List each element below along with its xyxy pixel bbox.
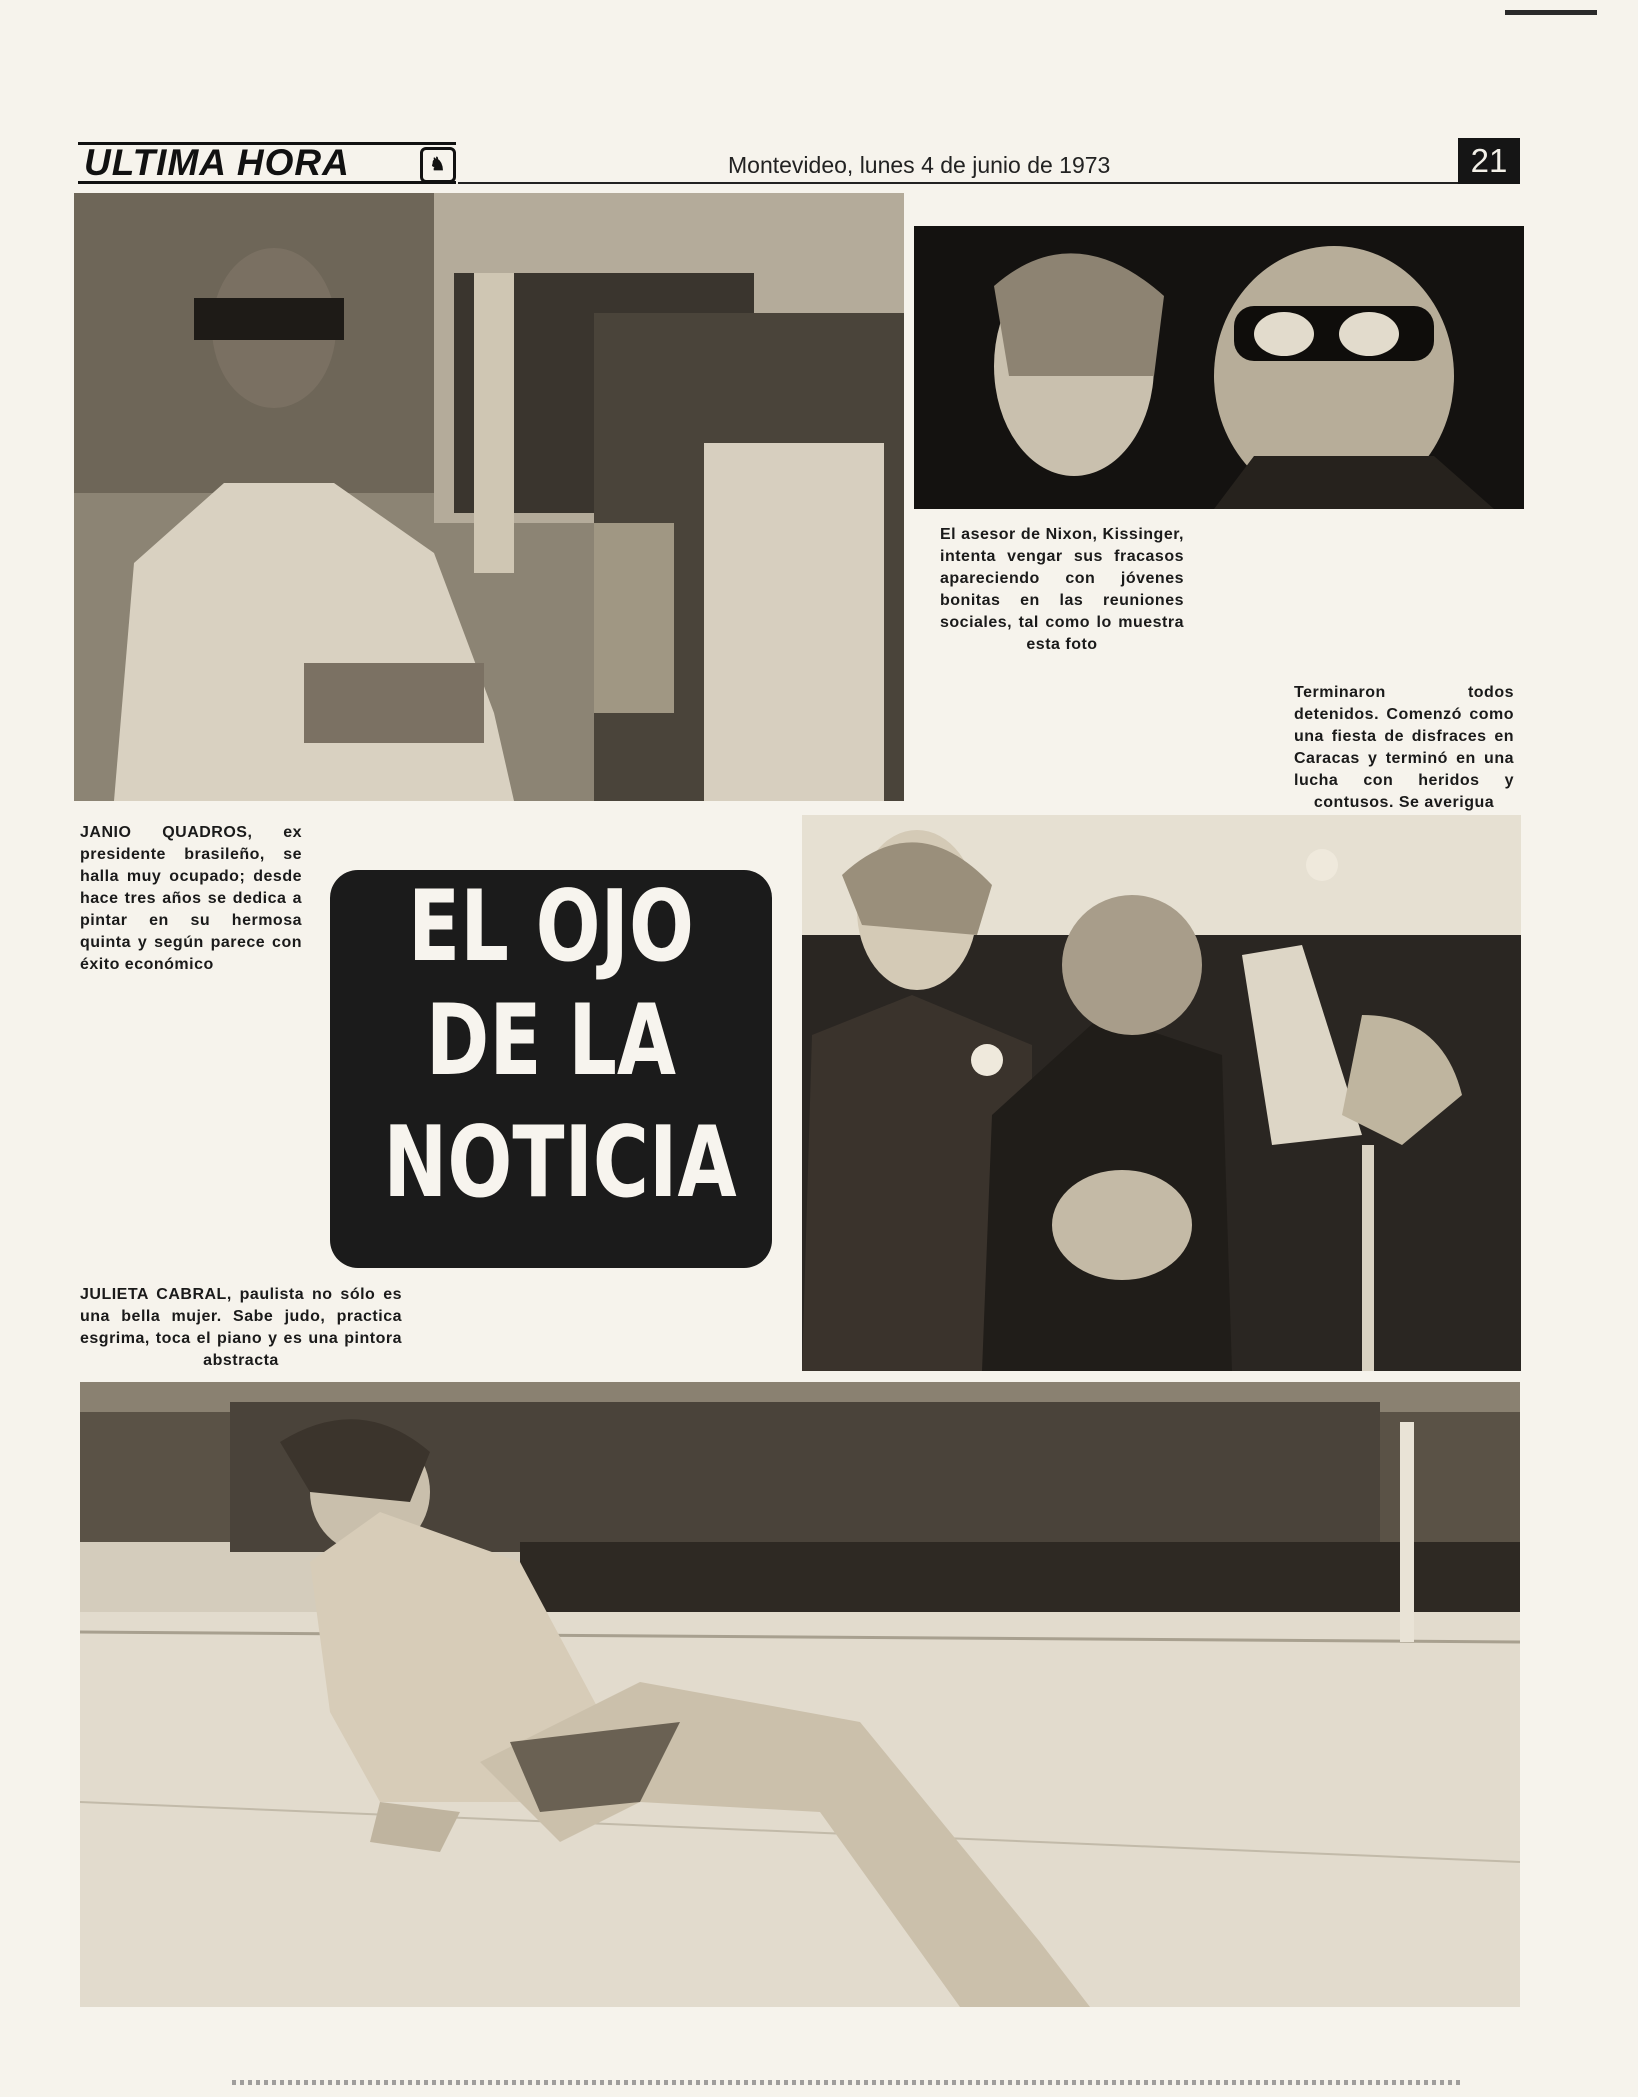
caption-janio-quadros: JANIO QUADROS, ex presidente brasileño, se halla muy ocupado; desde hace tres años se dedica a pintar en su hermosa quinta y según parece con éxito económico — [80, 824, 302, 973]
photo-julieta-cabral — [80, 1382, 1520, 2007]
headline-box — [330, 870, 772, 1268]
logo-text: ULTIMA HORA — [84, 142, 350, 183]
masthead-rule — [458, 182, 1520, 184]
headline-line-3: NOTICIA — [383, 1106, 737, 1220]
headline-line-1: EL OJO — [408, 870, 694, 984]
horse-emblem-icon: ♞ — [420, 147, 456, 183]
caption-julieta-cabral: JULIETA CABRAL, paulista no sólo es una bella mujer. Sabe judo, practica esgrima, toca el piano y es una pintora abstracta — [80, 1286, 402, 1369]
caption-caracas: Terminaron todos detenidos. Comenzó como una fiesta de disfraces en Caracas y terminó en una lucha con heridos y contusos. Se averigua — [1294, 684, 1514, 811]
newspaper-logo — [78, 142, 456, 184]
caption-kissinger: El asesor de Nixon, Kissinger, intenta vengar sus fracasos apareciendo con jóvenes bonitas en las reuniones sociales, tal como lo muestra esta foto — [940, 526, 1184, 653]
photo-kissinger — [914, 226, 1524, 509]
headline-line-2: DE LA — [425, 984, 677, 1098]
photo-janio-quadros — [74, 193, 904, 801]
dateline: Montevideo, lunes 4 de junio de 1973 — [728, 152, 1111, 178]
photo-caracas-party — [802, 815, 1521, 1371]
page-number: 21 — [1458, 138, 1520, 184]
scan-corner-mark — [1505, 10, 1597, 15]
bottom-edge-strip — [232, 2080, 1462, 2085]
masthead — [78, 138, 1520, 188]
